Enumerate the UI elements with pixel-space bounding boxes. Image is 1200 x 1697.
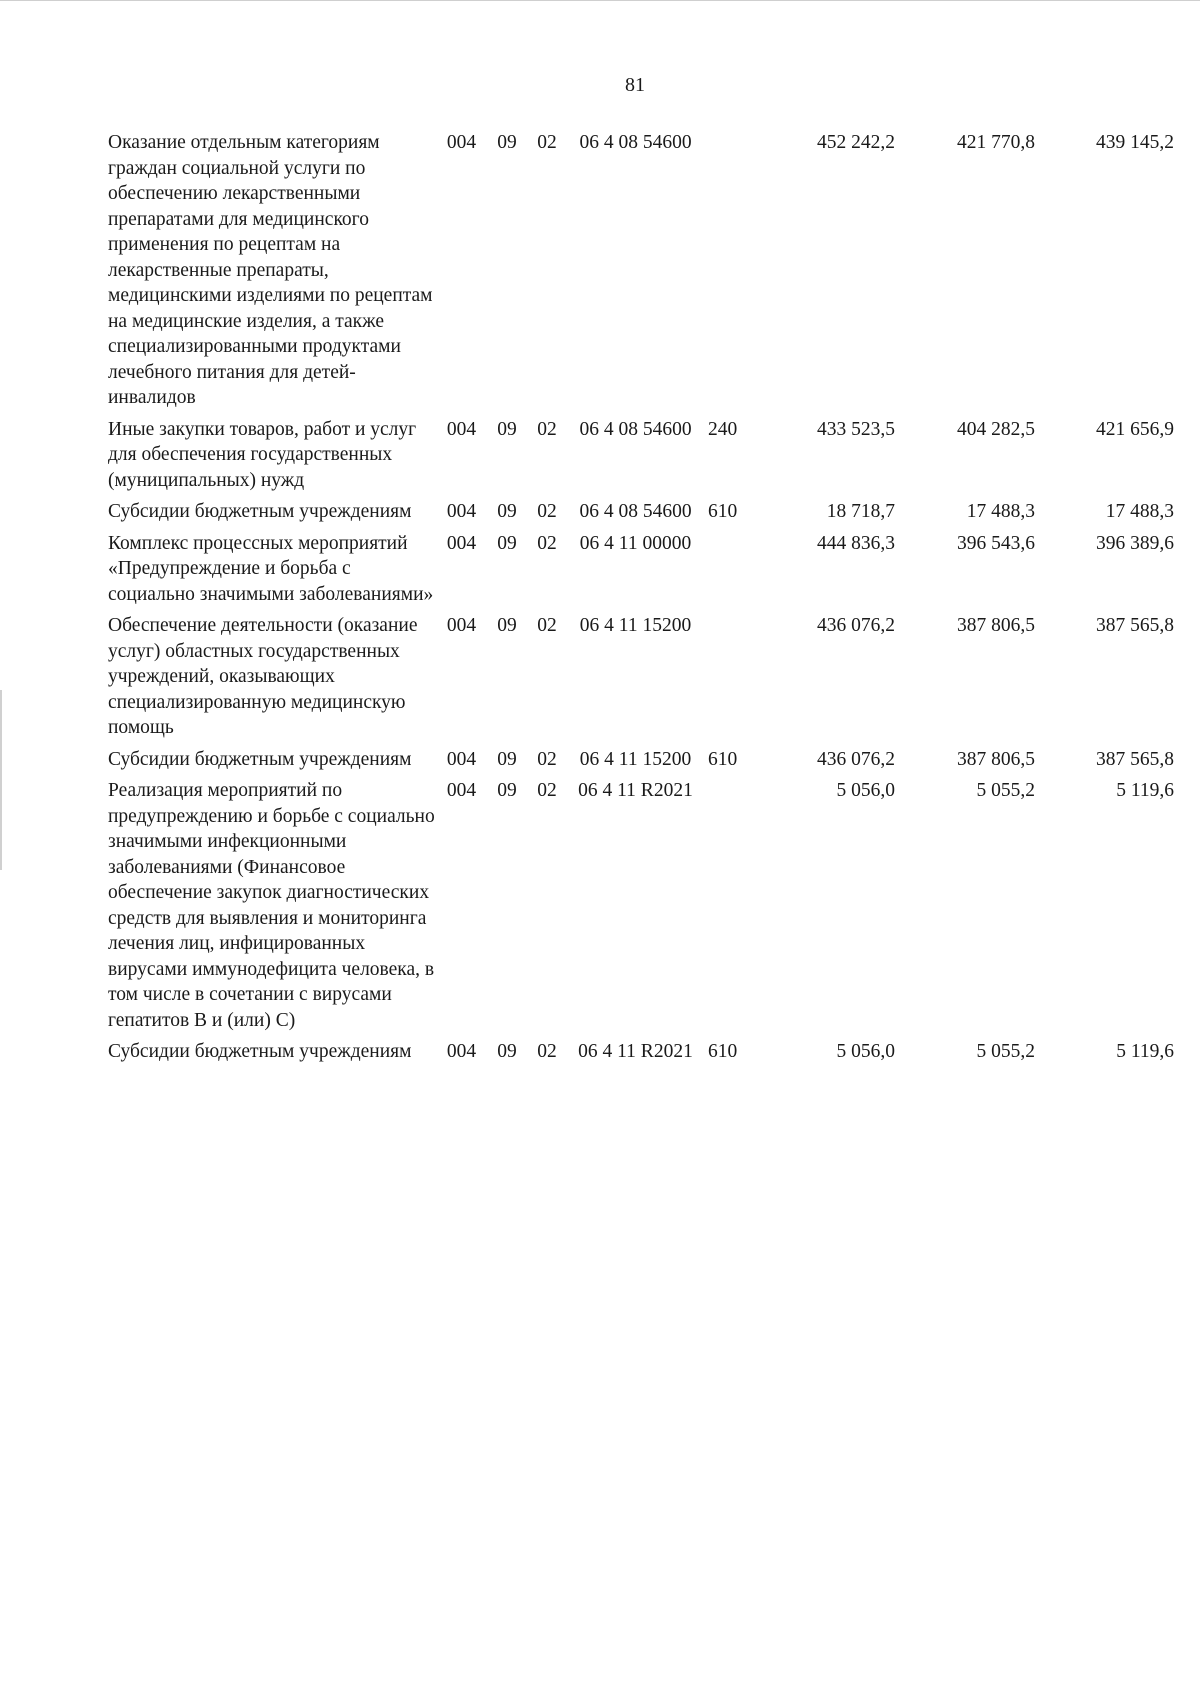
expense-type-code: 610 bbox=[708, 501, 738, 522]
grbs-code: 004 bbox=[446, 780, 477, 801]
section-code: 09 bbox=[497, 418, 517, 440]
target-article-code: 06 4 11 R2021 bbox=[578, 780, 693, 801]
target-article-code: 06 4 08 54600 bbox=[579, 418, 692, 440]
amount-year-1: 444 836,3 bbox=[817, 532, 895, 554]
section-code: 09 bbox=[497, 780, 517, 801]
page-number: 81 bbox=[625, 74, 645, 96]
amount-year-3: 5 119,6 bbox=[1116, 780, 1174, 801]
amount-year-2: 396 543,6 bbox=[957, 532, 1035, 554]
amount-year-2: 421 770,8 bbox=[957, 132, 1035, 153]
table-row bbox=[108, 499, 1180, 525]
section-code: 09 bbox=[497, 501, 517, 522]
expense-type-code: 610 bbox=[708, 748, 738, 770]
amount-year-1: 452 242,2 bbox=[817, 132, 895, 153]
grbs-code: 004 bbox=[446, 501, 477, 522]
grbs-code: 004 bbox=[446, 532, 477, 554]
subsection-code: 02 bbox=[537, 615, 557, 636]
section-code: 09 bbox=[497, 132, 517, 153]
target-article-code: 06 4 11 15200 bbox=[579, 748, 692, 770]
subsection-code: 02 bbox=[537, 418, 557, 440]
grbs-code: 004 bbox=[446, 1041, 477, 1062]
subsection-code: 02 bbox=[537, 532, 557, 554]
amount-year-2: 404 282,5 bbox=[957, 418, 1035, 440]
target-article-code: 06 4 11 R2021 bbox=[578, 1041, 693, 1062]
subsection-code: 02 bbox=[537, 780, 557, 801]
target-article-code: 06 4 08 54600 bbox=[579, 132, 692, 153]
row-name: Оказание отдельным категориям граждан социальной услуги по обеспечению лекарственными препаратами для медицинского применения по рецептам на лекарственные препараты, медицинскими изделиями по рецептам на медицинские изделия, а также специализированными продуктами лечебного питания для детей-инвалидов bbox=[108, 132, 433, 408]
amount-year-3: 439 145,2 bbox=[1096, 132, 1174, 153]
budget-table bbox=[108, 130, 1180, 1071]
table-row bbox=[108, 130, 1180, 411]
target-article-code: 06 4 08 54600 bbox=[579, 501, 692, 522]
amount-year-3: 387 565,8 bbox=[1096, 615, 1174, 636]
amount-year-2: 387 806,5 bbox=[957, 615, 1035, 636]
amount-year-1: 433 523,5 bbox=[817, 418, 895, 440]
row-name: Субсидии бюджетным учреждениям bbox=[108, 748, 412, 770]
row-name: Реализация мероприятий по предупреждению и борьбе с социально значимыми инфекционными заболеваниями (Финансовое обеспечение закупок диагностических средств для выявления и мониторинга лечения лиц, инфицированных вирусами иммунодефицита человека, в том числе в сочетании с вирусами гепатитов В и (или) С) bbox=[108, 780, 435, 1031]
table-row bbox=[108, 747, 1180, 773]
grbs-code: 004 bbox=[446, 748, 477, 770]
amount-year-2: 17 488,3 bbox=[966, 501, 1035, 522]
row-name: Обеспечение деятельности (оказание услуг) областных государственных учреждений, оказывающих специализированную медицинскую помощь bbox=[108, 615, 418, 738]
row-name: Субсидии бюджетным учреждениям bbox=[108, 501, 412, 522]
subsection-code: 02 bbox=[537, 748, 557, 770]
table-row bbox=[108, 531, 1180, 608]
amount-year-2: 387 806,5 bbox=[957, 748, 1035, 770]
row-name: Иные закупки товаров, работ и услуг для обеспечения государственных (муниципальных) нужд bbox=[108, 418, 417, 491]
amount-year-2: 5 055,2 bbox=[976, 780, 1035, 801]
section-code: 09 bbox=[497, 748, 517, 770]
expense-type-code: 240 bbox=[708, 418, 738, 440]
amount-year-3: 396 389,6 bbox=[1096, 532, 1174, 554]
amount-year-3: 387 565,8 bbox=[1096, 748, 1174, 770]
target-article-code: 06 4 11 00000 bbox=[579, 532, 692, 554]
subsection-code: 02 bbox=[537, 132, 557, 153]
scan-left-edge bbox=[0, 690, 2, 870]
table-row bbox=[108, 1039, 1180, 1065]
section-code: 09 bbox=[497, 615, 517, 636]
amount-year-1: 436 076,2 bbox=[817, 615, 895, 636]
table-row bbox=[108, 417, 1180, 494]
amount-year-1: 5 056,0 bbox=[836, 780, 895, 801]
subsection-code: 02 bbox=[537, 501, 557, 522]
amount-year-1: 18 718,7 bbox=[826, 501, 895, 522]
target-article-code: 06 4 11 15200 bbox=[579, 615, 692, 636]
grbs-code: 004 bbox=[446, 418, 477, 440]
grbs-code: 004 bbox=[446, 132, 477, 153]
row-name: Субсидии бюджетным учреждениям bbox=[108, 1041, 412, 1062]
amount-year-1: 5 056,0 bbox=[836, 1041, 895, 1062]
amount-year-3: 17 488,3 bbox=[1105, 501, 1174, 522]
subsection-code: 02 bbox=[537, 1041, 557, 1062]
amount-year-3: 421 656,9 bbox=[1096, 418, 1174, 440]
amount-year-1: 436 076,2 bbox=[817, 748, 895, 770]
expense-type-code: 610 bbox=[708, 1041, 738, 1062]
amount-year-2: 5 055,2 bbox=[976, 1041, 1035, 1062]
row-name: Комплекс процессных мероприятий «Предупреждение и борьба с социально значимыми заболеваниями» bbox=[108, 532, 434, 605]
scan-top-edge bbox=[0, 0, 1200, 1]
amount-year-3: 5 119,6 bbox=[1116, 1041, 1174, 1062]
table-row bbox=[108, 778, 1180, 1033]
section-code: 09 bbox=[497, 1041, 517, 1062]
table-row bbox=[108, 613, 1180, 741]
grbs-code: 004 bbox=[446, 615, 477, 636]
section-code: 09 bbox=[497, 532, 517, 554]
